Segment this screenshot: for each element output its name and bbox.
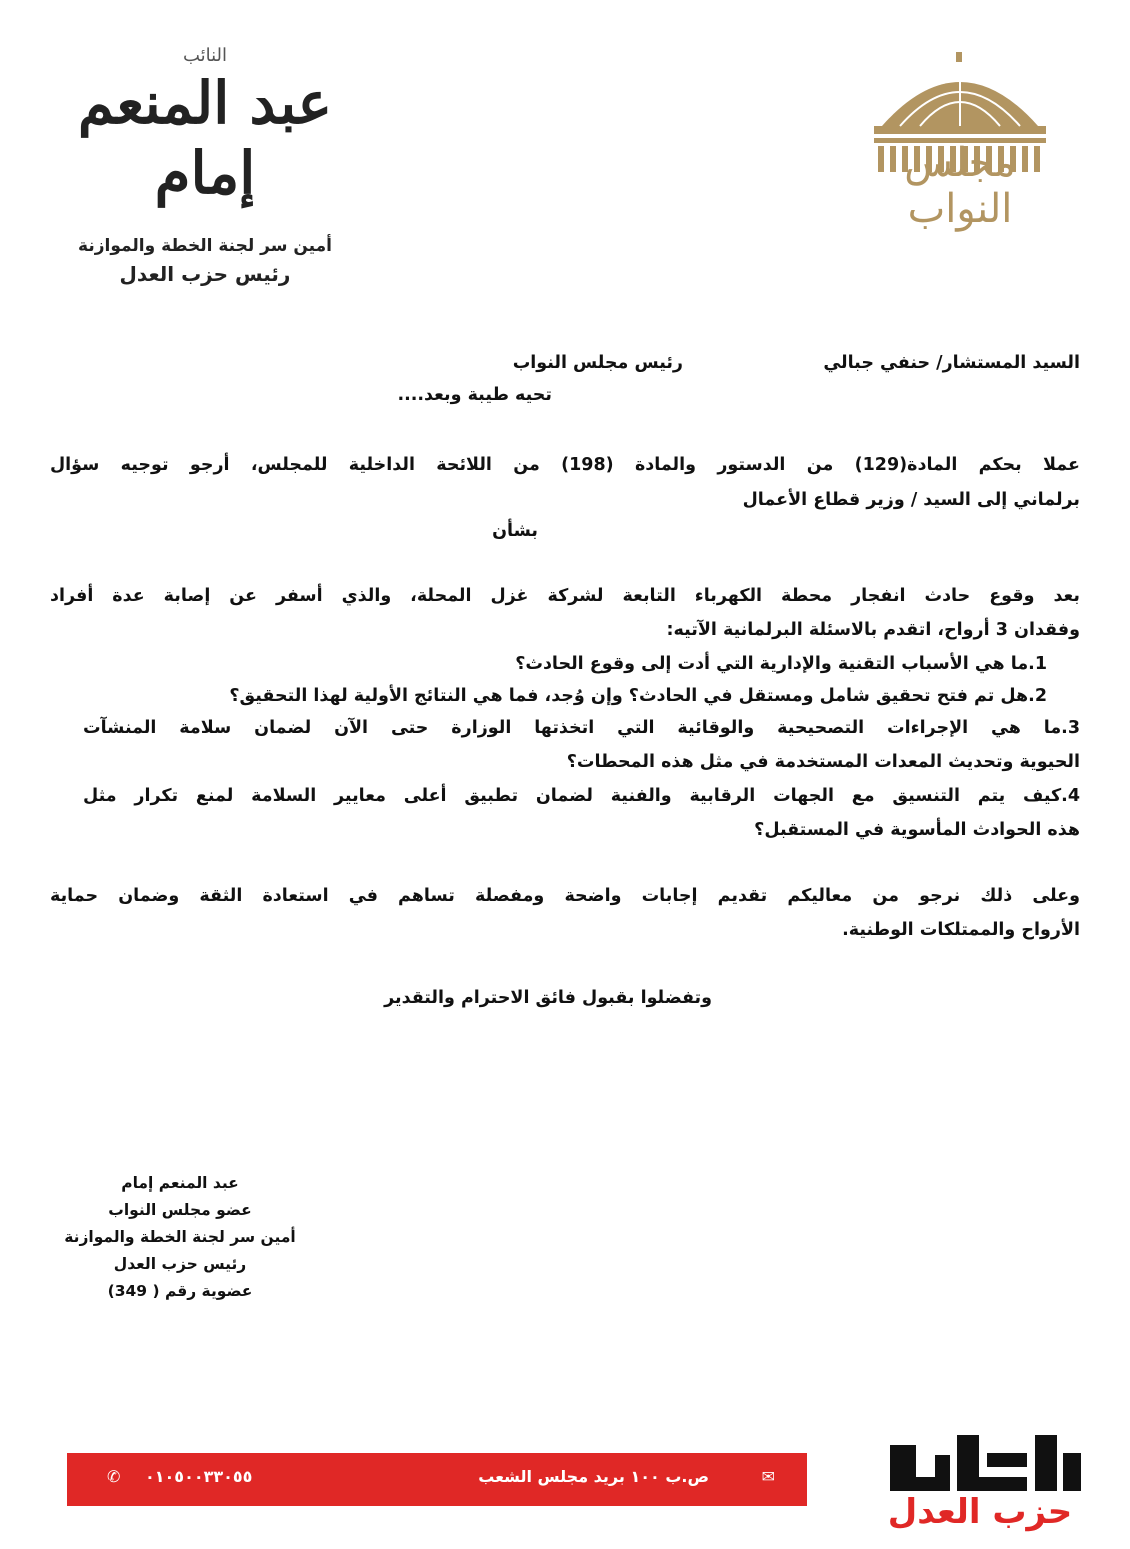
question-2: 2.هل تم فتح تحقيق شامل ومستقل في الحادث؟ وإن وُجد، فما هي النتائج الأولية لهذا التحقيق؟	[229, 686, 1047, 706]
question-3-line-2: الحيوية وتحديث المعدات المستخدمة في مثل هذه المحطات؟	[566, 752, 1080, 772]
phone-icon: ✆	[107, 1467, 121, 1486]
para-line-2: وفقدان 3 أرواح، اتقدم بالاسئلة البرلمانية الآتيه:	[666, 620, 1080, 640]
deputy-party: رئيس حزب العدل	[119, 262, 291, 286]
signature-block	[40, 1170, 320, 1305]
signature-title-2: أمين سر لجنة الخطة والموازنة	[64, 1228, 296, 1246]
signature-title-3: رئيس حزب العدل	[113, 1255, 247, 1273]
para-line-1: بعد وقوع حادث انفجار محطة الكهرباء التابعة لشركة غزل المحلة، والذي أسفر عن إصابة عدة أفراد	[50, 586, 1080, 606]
signature-title-1: عضو مجلس النواب	[108, 1201, 252, 1219]
signature-membership: عضوية رقم ( 349)	[107, 1282, 253, 1300]
deputy-role: أمين سر لجنة الخطة والموازنة	[78, 236, 332, 256]
question-4-line-2: هذه الحوادث المأسوية في المستقبل؟	[754, 820, 1080, 840]
deputy-title: النائب	[182, 45, 228, 66]
addressee: السيد المستشار/ حنفي جبالي	[823, 353, 1080, 373]
adl-party-logo-text: حزب العدل	[887, 1492, 1073, 1532]
question-3-line-1: 3.ما هي الإجراءات التصحيحية والوقائية التي اتخذتها الوزارة حتى الآن لضمان سلامة المنشآت	[83, 718, 1080, 738]
closing-line-1: وعلى ذلك نرجو من معاليكم تقديم إجابات واضحة ومفصلة تساهم في استعادة الثقة وضمان حماية	[50, 886, 1080, 906]
footer-bar	[67, 1453, 807, 1506]
closing-line-2: الأرواح والممتلكات الوطنية.	[842, 920, 1080, 940]
greeting: تحيه طيبة وبعد....	[397, 385, 552, 405]
deputy-name-calligraphy: عبد المنعم إمام	[77, 69, 333, 207]
intro-line-1: عملا بحكم المادة(129) من الدستور والمادة (198) من اللائحة الداخلية للمجلس، أرجو توجيه سؤال	[50, 455, 1080, 475]
footer-address: ص.ب ١٠٠ بريد مجلس الشعب	[478, 1467, 709, 1486]
subject-label: بشأن	[492, 521, 538, 541]
intro-line-2: برلماني إلى السيد / وزير قطاع الأعمال	[742, 490, 1080, 510]
mail-icon: ✉	[761, 1467, 775, 1486]
addressee-title: رئيس مجلس النواب	[512, 353, 683, 373]
question-1: 1.ما هي الأسباب التقنية والإدارية التي أدت إلى وقوع الحادث؟	[515, 654, 1047, 674]
deputy-header	[60, 45, 350, 286]
regards: وتفضلوا بقبول فائق الاحترام والتقدير	[384, 988, 712, 1008]
question-4-line-1: 4.كيف يتم التنسيق مع الجهات الرقابية والفنية لضمان تطبيق أعلى معايير السلامة لمنع تكرار مثل	[83, 786, 1080, 806]
parliament-logo-text: مجلس النواب	[904, 140, 1016, 232]
signature-name: عبد المنعم إمام	[121, 1174, 239, 1192]
footer-phone: ٠١٠٥٠٠٣٣٠٥٥	[145, 1467, 253, 1486]
